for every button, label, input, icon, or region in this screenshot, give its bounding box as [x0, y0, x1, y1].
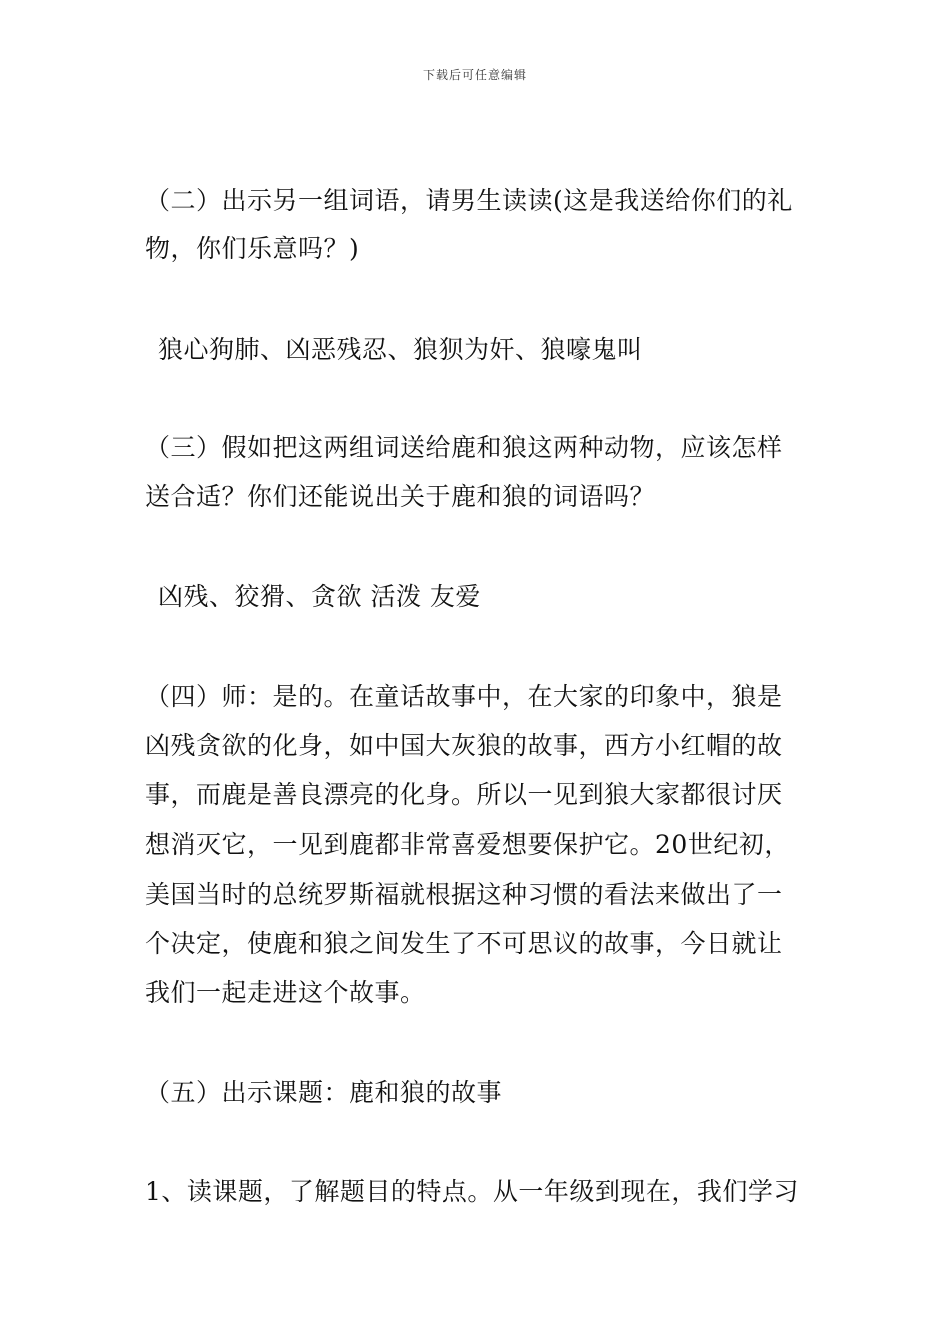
paragraph-line: 想消灭它，一见到鹿都非常喜爱想要保护它。20世纪初， [145, 830, 790, 859]
paragraph-line: 1、读课题，了解题目的特点。从一年级到现在，我们学习 [145, 1177, 799, 1206]
paragraph-line: （五）出示课题：鹿和狼的故事 [145, 1078, 503, 1107]
page-header: 下载后可任意编辑 [422, 68, 527, 82]
paragraph-line: 个决定，使鹿和狼之间发生了不可思议的故事，今日就让 [145, 929, 783, 958]
paragraph-line: （三）假如把这两组词送给鹿和狼这两种动物，应该怎样 [145, 433, 783, 462]
paragraph-line: 事，而鹿是善良漂亮的化身。所以一见到狼大家都很讨厌 [145, 780, 783, 809]
paragraph-line: 物，你们乐意吗？) [145, 234, 360, 263]
paragraph-line: 凶残贪欲的化身，如中国大灰狼的故事，西方小红帽的故 [145, 731, 783, 760]
word-group-line: 凶残、狡猾、贪欲 活泼 友爱 [158, 582, 481, 611]
paragraph-line: （四）师：是的。在童话故事中，在大家的印象中，狼是 [145, 682, 783, 711]
paragraph-line: （二）出示另一组词语，请男生读读(这是我送给你们的礼 [145, 186, 793, 215]
paragraph-line: 美国当时的总统罗斯福就根据这种习惯的看法来做出了一 [145, 880, 783, 909]
word-group-line: 狼心狗肺、凶恶残忍、狼狈为奸、狼嚎鬼叫 [158, 335, 643, 364]
paragraph-line: 我们一起走进这个故事。 [145, 978, 426, 1007]
paragraph-line: 送合适？你们还能说出关于鹿和狼的词语吗？ [145, 482, 656, 511]
